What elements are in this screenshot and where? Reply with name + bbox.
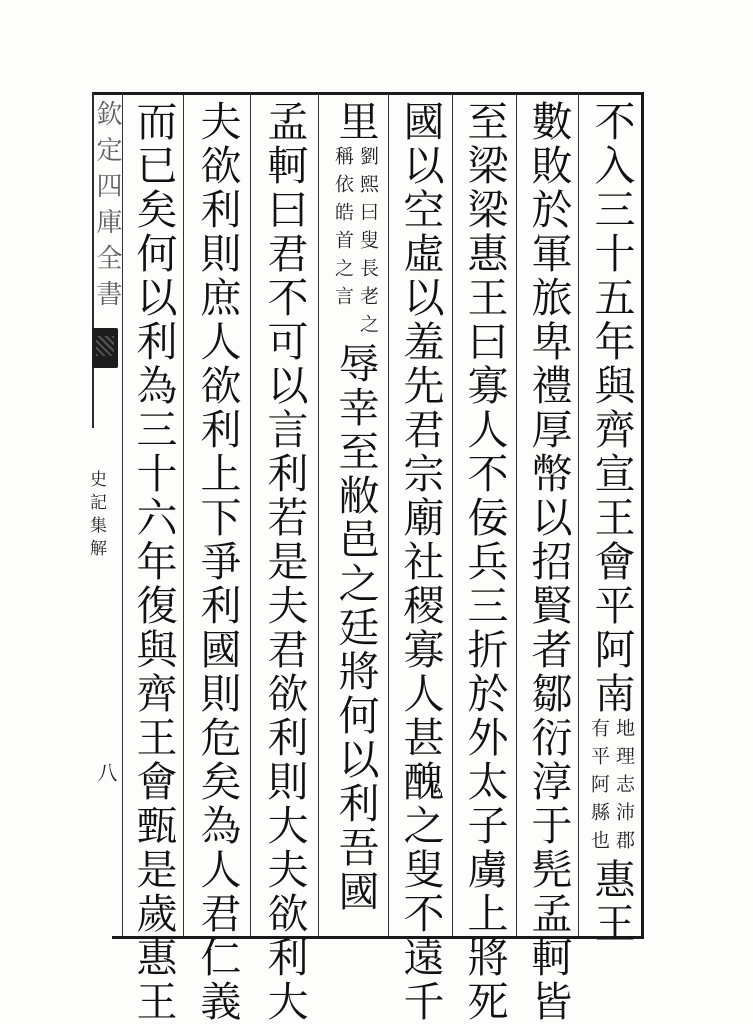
main-text: 至梁梁惠王曰寡人不佞兵三折於外太子虜上將死 [460,100,509,1024]
column-rule [183,95,184,936]
text-column-3 [454,100,514,1024]
column-rule [516,95,517,936]
main-text: 國以空虛以羞先君宗廟社稷寡人甚醜之叟不遠千 [396,100,445,1024]
text-column-2 [518,100,578,1024]
annotation-line: 有平阿縣也 [588,718,610,858]
text-column-5 [322,100,388,914]
annotation [589,718,633,858]
main-text: 數敗於軍旅卑禮厚幣以招賢者鄒衍淳于髡孟軻皆 [524,100,573,1024]
main-text-continued: 惠王 [587,858,636,946]
main-text: 而已矣何以利為三十六年復與齊王會甄是歲惠王 [129,100,178,1024]
column-rule [318,95,319,936]
text-column-7 [187,100,247,1024]
book-title: 史記集解 [86,470,106,562]
fishtail-mark [92,328,118,368]
column-rule [452,95,453,936]
annotation-line: 劉熙曰叟長老之 [357,146,379,342]
column-rule [250,95,251,936]
frame-top-border [92,92,642,95]
frame-right-border [641,92,644,938]
annotation-line: 稱依皓首之言 [332,146,354,314]
main-text-continued: 辱幸至敝邑之廷將何以利吾國 [331,342,380,914]
main-text: 里 [331,100,380,144]
text-column-1 [581,100,641,946]
text-column-8 [123,100,183,1024]
annotation [333,146,377,342]
margin-header [92,100,122,430]
annotation-line: 地理志沛郡 [613,718,635,858]
column-rule [578,95,579,936]
collection-title: 欽定四庫全書 [92,100,122,316]
main-text: 孟軻曰君不可以言利若是夫君欲利則大夫欲利大 [260,100,309,1024]
text-column-4 [390,100,450,1024]
main-text: 夫欲利則庶人欲利上下爭利國則危矣為人君仁義 [193,100,242,1024]
text-column-6 [254,100,314,1024]
column-rule [388,95,389,936]
main-text: 不入三十五年與齊宣王會平阿南 [587,100,636,716]
page-number: 八 [94,762,118,782]
